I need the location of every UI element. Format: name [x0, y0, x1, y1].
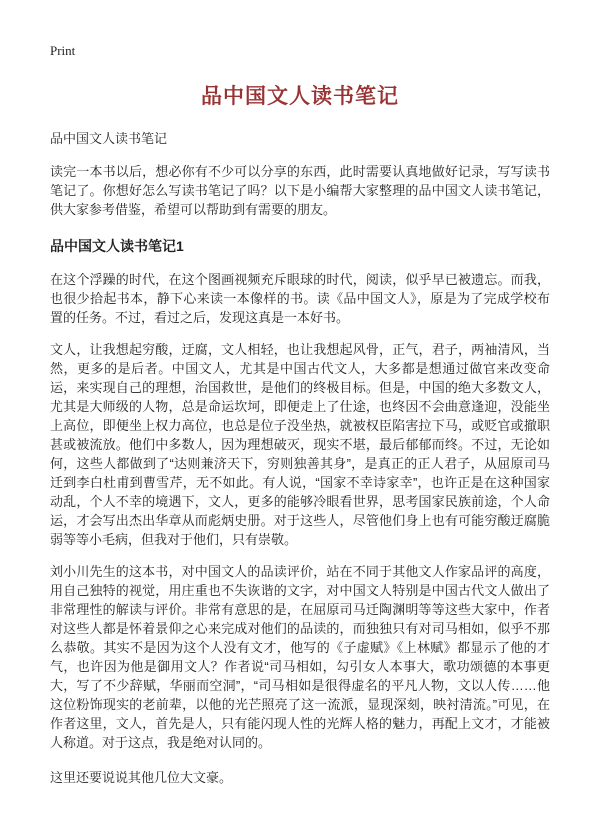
intro-paragraph: 读完一本书以后，想必你有不少可以分享的东西，此时需要认真地做好记录，写写读书笔记了。你想好怎么写读书笔记了吗？以下是小编帮大家整理的品中国文人读书笔记，供大家参考借鉴，希望可以帮助到有需要的朋友。 [50, 164, 550, 217]
print-link[interactable]: Print [50, 43, 76, 58]
body-paragraph-1: 在这个浮躁的时代，在这个图画视频充斥眼球的时代，阅读，似乎早已被遗忘。而我，也很少拾起书本，静下心来读一本像样的书。读《品中国文人》，原是为了完成学校布置的任务。不过，看过之后，发现这真是一本好书。 [50, 272, 550, 325]
body-paragraph-2: 文人，让我想起穷酸，迂腐，文人相轻，也让我想起风骨，正气，君子，两袖清风，当然，更多的是后者。中国文人，尤其是中国古代文人，大多都是想通过做官来改变命运，来实现自己的理想，治国救世，是他们的终极目标。但是，中国的绝大多数文人，尤其是大师级的人物，总是命运坎坷，即便走上了仕途，也终因不会曲意逢迎，没能坐上高位，即便坐上权力高位，也总是位子没坐热，就被权臣陷害拉下马，或贬官或撤职甚或被流放。他们中多数人，因为理想破灭，现实不堪，最后郁郁而终。不过，无论如何，这些人都做到了“达则兼济天下，穷则独善其身”，是真正的正人君子，从屈原司马迁到李白杜甫到曹雪芹，无不如此。有人说，“国家不幸诗家幸”，也许正是在这种国家动乱，个人不幸的境遇下，文人，更多的能够冷眼看世界，思考国家民族前途，个人命运，才会写出杰出华章从而彪炳史册。对于这些人，尽管他们身上也有可能穷酸迂腐脆弱等等小毛病，但我对于他们，只有崇敬。 [50, 342, 550, 547]
closing-paragraph: 这里还要说说其他几位大文豪。 [50, 770, 233, 785]
section-heading: 品中国文人读书笔记1 [50, 238, 184, 254]
body-paragraph-3: 刘小川先生的这本书，对中国文人的品读评价，站在不同于其他文人作家品评的高度，用自己独特的视觉，用庄重也不失诙谐的文字，对中国文人特别是中国古代文人做出了非常理性的解读与评价。非常有意思的是，在屈原司马迁陶渊明等等这些大家中，作者对这些人都是怀着景仰之心来完成对他们的品读的，而独独只有对司马相如，似乎不那么恭敬。其实不是因为这个人没有文才，他写的《子虚赋》《上林赋》都显示了他的才气，也许因为他是御用文人？作者说“司马相如，勾引女人本事大，歌功颂德的本事更大，写了不少辞赋，华丽而空洞”，“司马相如是很得虚名的平凡人物，文以人传……他这位粉饰现实的老前辈，以他的光芒照亮了这一流派，显现深刻，映衬清流。”可见，在作者这里，文人，首先是人，只有能闪现人性的光辉人格的魅力，再配上文才，才能被人称道。对于这点，我是绝对认同的。 [50, 564, 550, 750]
article-title: 品中国文人读书笔记 [201, 85, 399, 108]
article-subtitle: 品中国文人读书笔记 [50, 131, 168, 146]
print-row [50, 42, 550, 60]
